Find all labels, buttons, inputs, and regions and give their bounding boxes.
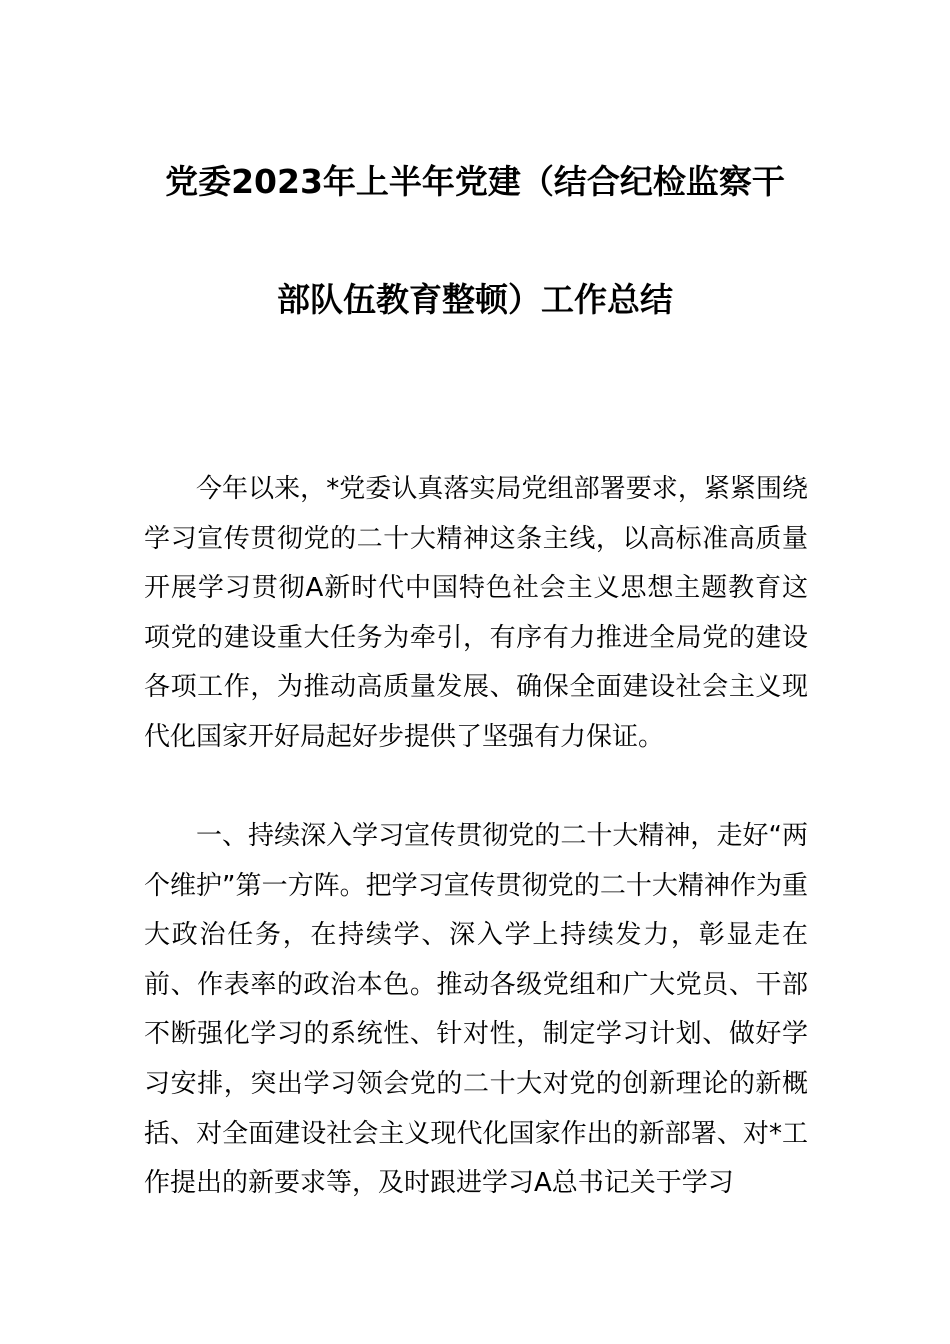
body-paragraph-section-1: 一、持续深入学习宣传贯彻党的二十大精神，走好“两个维护”第一方阵。把学习宣传贯彻党的二十大精神作为重大政治任务，在持续学、深入学上持续发力，彰显走在前、作表率的政治本色。推动各级党组和广大党员、干部不断强化学习的系统性、针对性，制定学习计划、做好学习安排，突出学习领会党的二十大对党的创新理论的新概括、对全面建设社会主义现代化国家作出的新部署、对*工作提出的新要求等，及时跟进学习A总书记关于学习 <box>144 821 808 1199</box>
body-paragraph-intro: 今年以来，*党委认真落实局党组部署要求，紧紧围绕学习宣传贯彻党的二十大精神这条主线，以高标准高质量开展学习贯彻A新时代中国特色社会主义思想主题教育这项党的建设重大任务为牵引，有序有力推进全局党的建设各项工作，为推动高质量发展、确保全面建设社会主义现代化国家开好局起好步提供了坚强有力保证。 <box>144 474 808 752</box>
document-title-line-2: 部队伍教育整顿）工作总结 <box>277 280 673 319</box>
document-title-line-1: 党委2023年上半年党建（结合纪检监察干 <box>165 162 785 201</box>
